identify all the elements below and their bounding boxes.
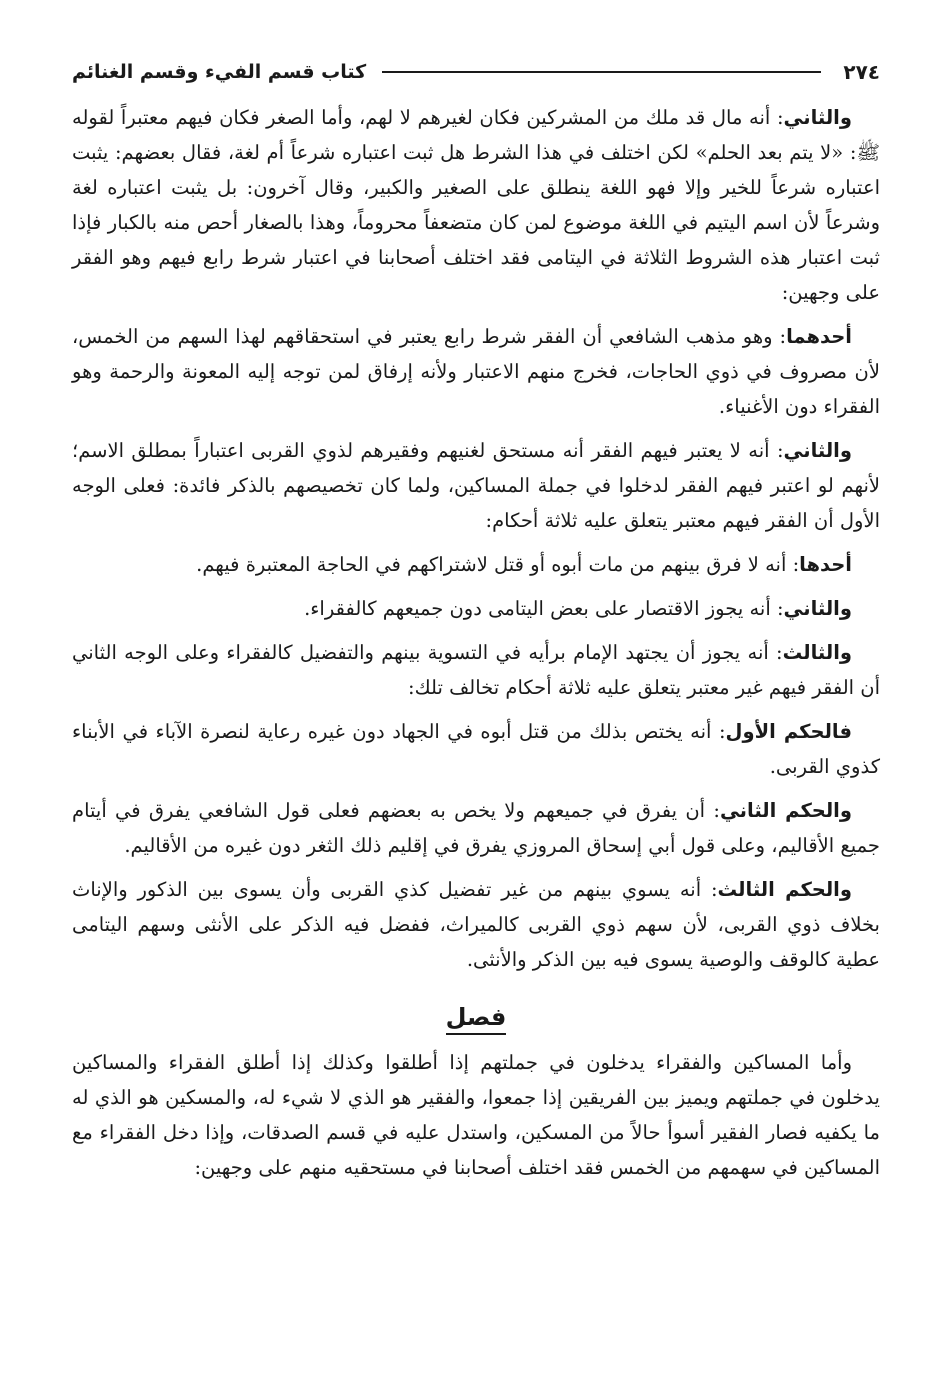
paragraph-lead: والحكم الثالث [717,878,852,901]
paragraph-lead: أحدهما [786,325,852,348]
section-paragraph: وأما المساكين والفقراء يدخلون في جملتهم إذا أطلقوا وكذلك إذا أطلق الفقراء والمساكين يدخلون في جملتهم ويميز بين الفريقين إذا جمعوا، والفقير هو الذي لا شيء له، والمسكين هو الذي له ما يكفيه فصار الفقير أسوأ حالاً من المسكين، واستدل عليه في قسم الصدقات، وإذا دخل الفقراء مع المساكين في سهمهم من الخمس فقد اختلف أصحابنا في مستحقيه منهم على وجهين: [72,1051,880,1179]
running-head [72,52,880,92]
paragraph [72,547,880,582]
paragraph-lead: والثاني [783,106,852,129]
book-page [72,52,880,1352]
paragraph-text: : أنه لا يعتبر فيهم الفقر أنه مستحق لغنيهم وفقيرهم لذوي القربى اعتباراً بمطلق الاسم؛ لأنهم لو اعتبر فيهم الفقر لدخلوا في جملة المساكين، ولما كان تخصيصهم بالذكر فائدة: فعلى الوجه الأول أن الفقر فيهم معتبر يتعلق عليه ثلاثة أحكام: [72,439,880,532]
paragraph [72,100,880,310]
paragraph-text: : وهو مذهب الشافعي أن الفقر شرط رابع يعتبر في استحقاقهم لهذا السهم من الخمس، لأن مصروف في ذوي الحاجات، فخرج منهم الاعتبار ولأنه إرفاق لمن توجه إليه المعونة والرحمة وهو الفقراء دون الأغنياء. [72,325,880,418]
paragraph-text: : أنه مال قد ملك من المشركين فكان لغيرهم لا لهم، وأما الصغر فكان فيهم معتبراً لقوله ﷺ: «لا يتم بعد الحلم» لكن اختلف في هذا الشرط هل ثبت اعتباره شرعاً أم لغة، فقال بعضهم: يثبت اعتباره شرعاً للخير وإلا فهو اللغة ينطلق على الصغير والكبير، وقال آخرون: بل يثبت اعتباره لغة وشرعاً لأن اسم اليتيم في اللغة موضوع لمن كان متضعفاً محروماً، وهذا بالصغار أحص منه بالكبار فإذا ثبت اعتبار هذه الشروط الثلاثة في اليتامى فقد اختلف أصحابنا في اعتبار شرط رابع فيهم وهو الفقر على وجهين: [72,106,880,304]
header-rule [382,71,821,73]
section-heading [72,999,880,1035]
paragraph [72,635,880,705]
paragraph-text: : أنه يجوز أن يجتهد الإمام برأيه في التسوية بينهم والتفضيل كالفقراء وعلى الوجه الثاني أن الفقر فيهم غير معتبر يتعلق عليه ثلاثة أحكام تخالف تلك: [72,641,880,699]
paragraph-text: : أنه يجوز الاقتصار على بعض اليتامى دون جميعهم كالفقراء. [304,597,784,620]
paragraph-lead: والثالث [782,641,852,664]
paragraph-lead: فالحكم الأول [725,720,852,743]
paragraph-lead: والحكم الثاني [719,799,852,822]
paragraph [72,591,880,626]
paragraph-text: : أنه لا فرق بينهم من مات أبوه أو قتل لاشتراكهم في الحاجة المعتبرة فيهم. [196,553,800,576]
paragraph [72,433,880,538]
paragraph [72,872,880,977]
paragraph-lead: أحدها [799,553,852,576]
book-title: كتاب قسم الفيء وقسم الغنائم [72,61,367,83]
paragraph [72,319,880,424]
paragraph-text: : أن يفرق في جميعهم ولا يخص به بعضهم فعلى قول الشافعي يفرق في أيتام جميع الأقاليم، وعلى قول أبي إسحاق المروزي يفرق في إقليم ذلك الثغر دون غيره من الأقاليم. [72,799,880,857]
section-heading-text: فصل [446,1003,507,1035]
paragraph-lead: والثاني [783,439,852,462]
page-number: ٢٧٤ [843,60,880,84]
page-body [72,100,880,1185]
paragraph-lead: والثاني [783,597,852,620]
paragraph [72,793,880,863]
paragraph-text: : أنه يسوي بينهم من غير تفضيل كذي القربى وأن يسوى بين الذكور والإناث بخلاف ذوي القربى، لأن سهم ذوي القربى كالميراث، ففضل فيه الذكر على الأنثى وسهم اليتامى عطية كالوقف والوصية يسوى فيه بين الذكر والأنثى. [72,878,880,971]
paragraph [72,714,880,784]
paragraph-text: : أنه يختص بذلك من قتل أبوه في الجهاد دون غيره رعاية لنصرة الآباء في الأبناء كذوي القربى. [72,720,880,778]
